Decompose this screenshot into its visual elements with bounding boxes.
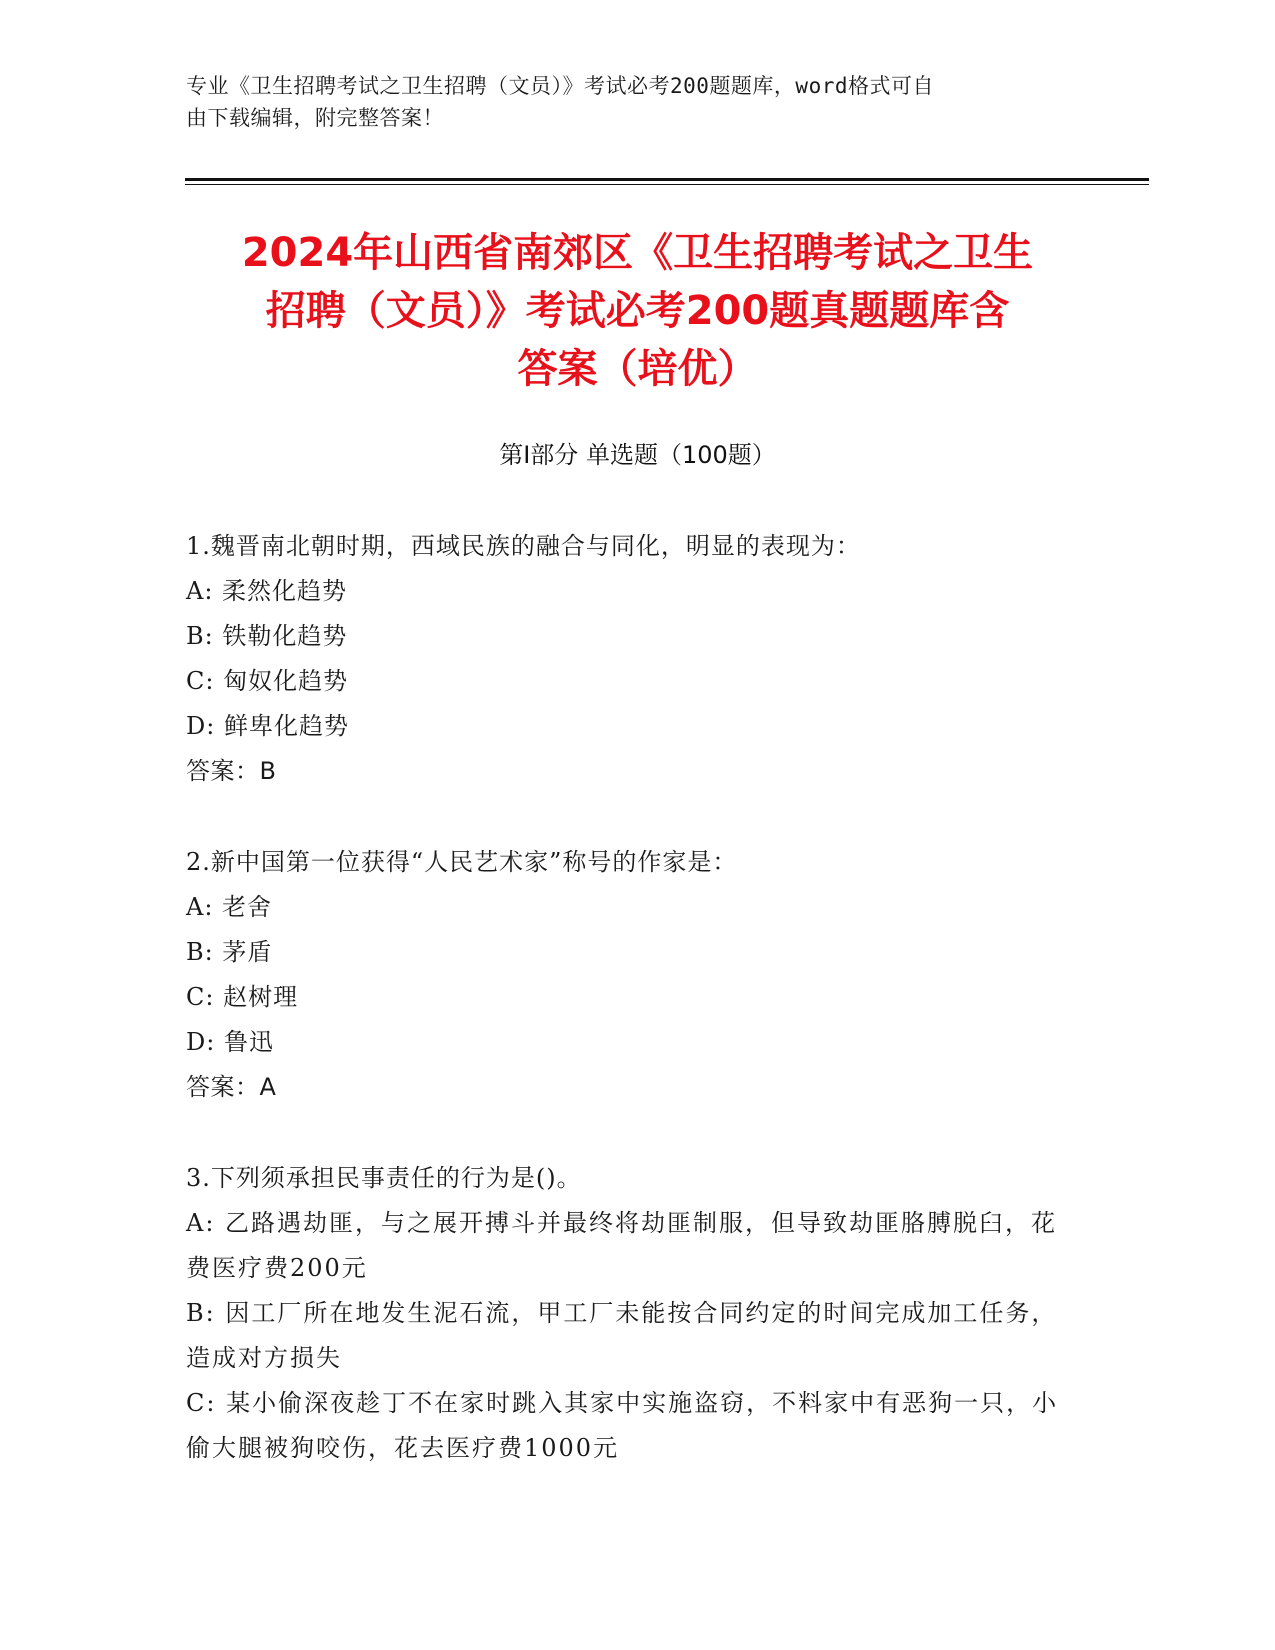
question-2 [186,840,1066,1110]
option-b: B: 铁勒化趋势 [186,622,348,650]
document-title-line-3: 答案（培优） [517,346,758,392]
option-c: C: 匈奴化趋势 [186,667,349,695]
question-stem: 1.魏晋南北朝时期，西域民族的融合与同化，明显的表现为： [186,532,861,560]
header-note [186,70,1086,134]
answer-line: 答案：A [186,1073,277,1101]
header-note-line-1: 专业《卫生招聘考试之卫生招聘（文员）》考试必考200题题库，word格式可自 [186,74,934,98]
document-title-line-1: 2024年山西省南郊区《卫生招聘考试之卫生 [241,230,1034,276]
header-note-line-2: 由下载编辑，附完整答案！ [186,106,444,130]
option-b: B: 茅盾 [186,938,273,966]
header-divider-thick [185,178,1149,181]
option-a: A: 老舍 [186,893,273,921]
option-a: A: 柔然化趋势 [186,577,348,605]
question-list [186,524,1066,1517]
question-1 [186,524,1066,794]
answer-line: 答案：B [186,757,277,785]
document-title-line-2: 招聘（文员）》考试必考200题真题题库含 [265,288,1010,334]
option-c: C: 赵树理 [186,983,299,1011]
question-3 [186,1156,1066,1471]
option-d: D: 鲜卑化趋势 [186,712,349,740]
question-stem: 3.下列须承担民事责任的行为是()。 [186,1164,582,1192]
question-stem: 2.新中国第一位获得“人民艺术家”称号的作家是： [186,848,738,876]
option-c: C: 某小偷深夜趁丁不在家时跳入其家中实施盗窃，不料家中有恶狗一只，小偷大腿被狗咬伤，花去医疗费1000元 [186,1389,1059,1462]
option-a: A: 乙路遇劫匪，与之展开搏斗并最终将劫匪制服，但导致劫匪胳膊脱臼，花费医疗费200元 [186,1209,1058,1282]
option-b: B: 因工厂所在地发生泥石流，甲工厂未能按合同约定的时间完成加工任务，造成对方损失 [186,1299,1058,1372]
header-divider-thin [185,184,1149,185]
section-heading: 第I部分 单选题（100题） [499,441,776,469]
option-d: D: 鲁迅 [186,1028,274,1056]
document-title [150,224,1125,398]
